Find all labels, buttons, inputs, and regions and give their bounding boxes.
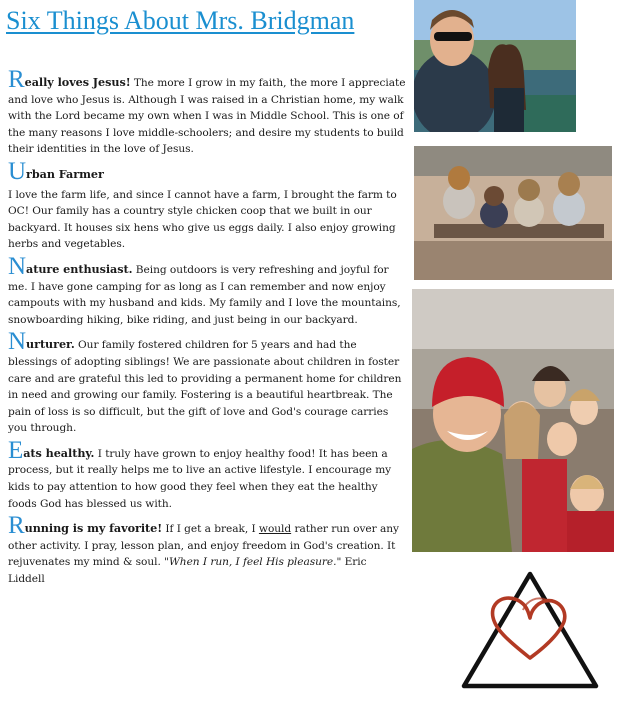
section-body-a: If I get a break, I [162,523,259,536]
section-farmer [8,157,406,253]
section-body: Being outdoors is very refreshing and joyful for me. I have gone camping for as long as I can remember and now enjoy campouts with my husband and kids. My family and I love the mountains, snowboarding hiking, bike riding, and just being in our backyard. [8,263,401,326]
dropcap: E [8,436,24,464]
section-heading: rban Farmer [26,166,104,181]
section-heading: unning is my favorite! [24,521,163,536]
dropcap: N [8,328,27,356]
section-healthy [8,436,406,512]
quote-attribution: Eric Liddell [8,556,367,586]
section-nature [8,252,406,328]
text-column [8,66,406,588]
underlined-word: would [258,523,292,536]
section-body: I truly have grown to enjoy healthy food! It has been a process, but it really helps me to live an active lifestyle. I encourage my kids to pay attention to how good they feel when they eat the healthy foods God has blessed us with. [8,447,392,510]
section-heading: eally loves Jesus! [24,75,131,89]
section-heading: ature enthusiast. [26,261,133,276]
quote: "When I run, I feel His pleasure." [164,556,342,569]
dropcap: R [8,512,25,540]
section-body: Our family fostered children for 5 years and had the blessings of adopting siblings! We are passionate about children in foster care and are grateful this led to providing a permanent home for children in need and growing our family. Fostering is a beautiful heartbreak. The pain of loss is so difficult, but the gift of love and God's courage carries you through. [8,339,402,435]
section-body-b: rather run over any other activity. I pray, lesson plan, and enjoy freedom in God's creation. It rejuvenates my mind & soul. [8,523,399,569]
dropcap: R [8,66,25,93]
page-title: Six Things About Mrs. Bridgman [6,6,355,35]
section-running [8,512,406,587]
dropcap: U [8,157,27,185]
kids-on-bench-photo [414,146,612,280]
dropcap: N [8,252,27,280]
section-heading: urturer. [26,337,75,352]
family-selfie-photo [412,289,614,552]
section-body: The more I grow in my faith, the more I appreciate and love who Jesus is. Although I was raised in a Christian home, my walk with the Lord became my own when I was in Middle School. This is one of the many reasons I love middle-schoolers; and desire my students to build their identities in the love of Jesus. [8,77,406,156]
section-body: I love the farm life, and since I cannot have a farm, I brought the farm to OC! Our family has a country style chicken coop that we built in our backyard. It houses six hens who give us eggs daily. I also enjoy growing herbs and vegetables. [8,188,397,251]
section-nurturer [8,328,406,437]
section-jesus [8,66,406,158]
section-heading: ats healthy. [23,445,95,460]
couple-selfie-photo [414,0,576,132]
heart-triangle-logo [455,566,605,696]
